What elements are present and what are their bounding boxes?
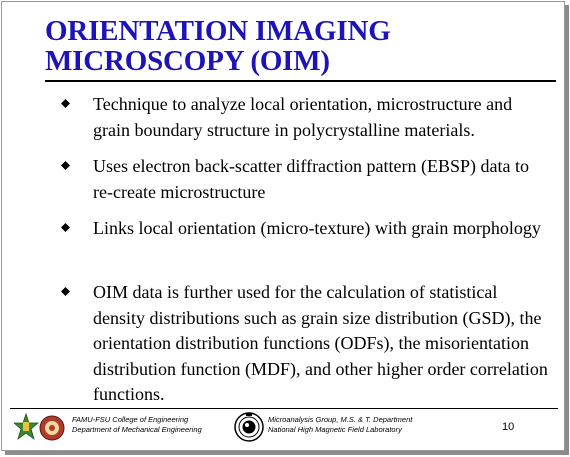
diamond-bullet-icon [61,161,70,170]
footer-center-line1: Microanalysis Group, M.S. & T. Department [268,415,413,424]
college-logo-icon [14,412,68,444]
bullet-text: Links local orientation (micro-texture) with grain morphology [93,218,541,238]
footer-left-line1: FAMU-FSU College of Engineering [72,415,189,424]
diamond-bullet-icon [61,287,70,296]
footer-left-line2: Department of Mechanical Engineering [72,425,202,434]
footer-center-line2: National High Magnetic Field Laboratory [268,425,402,434]
diamond-bullet-icon [61,99,70,108]
seal-logo-icon [234,412,264,442]
bullet-text: OIM data is further used for the calculation of statistical density distributions such as grain size distribution (GSD), the orientation distribution functions (ODFs), the misorientation distribution function (MDF), and other higher order correlation functions. [93,282,548,404]
footer-left-text [72,415,202,435]
slide-title: ORIENTATION IMAGING MICROSCOPY (OIM) [45,15,391,77]
diamond-bullet-icon [61,223,70,232]
page-number: 10 [502,421,515,433]
title-underline [45,80,556,82]
slide [1,1,565,451]
footer-center-text [268,415,412,435]
bullet-text: Technique to analyze local orientation, microstructure and grain boundary structure in polycrystalline materials. [93,94,513,140]
bullet-text: Uses electron back-scatter diffraction pattern (EBSP) data to re-create microstructure [93,156,530,202]
footer-divider [10,408,558,409]
